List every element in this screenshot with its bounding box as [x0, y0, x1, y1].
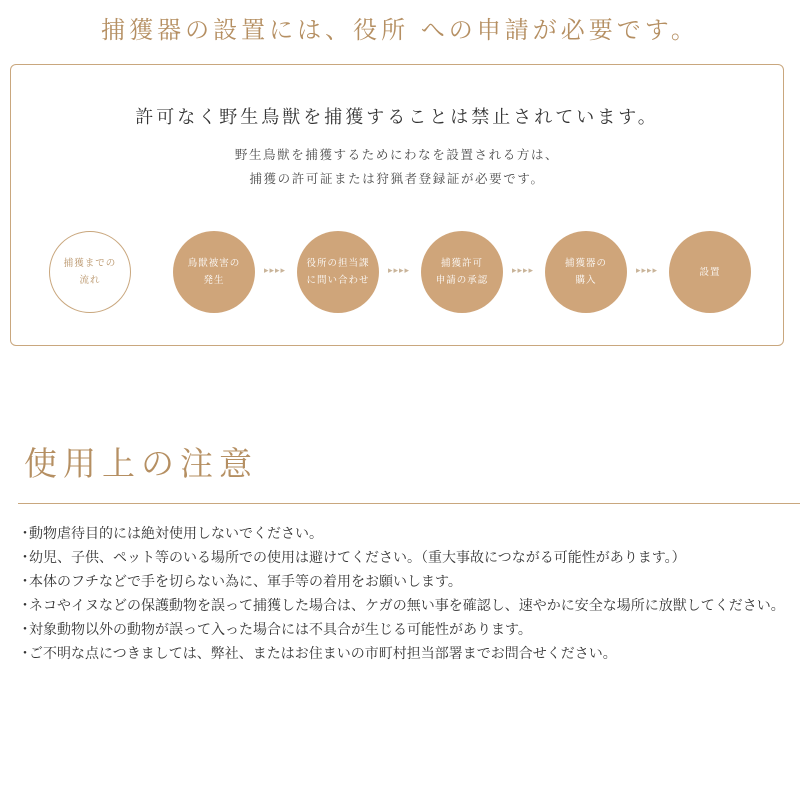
bullet: ・	[18, 574, 32, 590]
flow-step-label: 捕獲器の	[564, 258, 607, 269]
panel-note-line-2: 捕獲の許可証または狩猟者登録証が必要です。	[249, 171, 545, 186]
list-item-text: 本体のフチなどで手を切らない為に、軍手等の着用をお願いします。	[29, 574, 462, 590]
list-item	[18, 522, 794, 546]
usage-notes-list	[18, 522, 794, 666]
flow-arrow: ▸▸▸▸	[387, 266, 411, 276]
flow-step-approval	[421, 231, 503, 313]
list-item-text: 動物虐待目的には絶対使用しないでください。	[29, 526, 323, 542]
list-item-text: 幼児、子供、ペット等のいる場所での使用は避けてください。（重大事故につながる可能性があります。）	[29, 550, 686, 566]
headline: 捕獲器の設置には、役所 への申請が必要です。	[101, 16, 699, 44]
bullet: ・	[18, 646, 32, 662]
flow-step-label: 申請の承認	[435, 275, 489, 286]
bullet: ・	[18, 526, 32, 542]
flow-step-label: 購入	[575, 275, 597, 286]
list-item	[18, 570, 794, 594]
panel-title: 許可なく野生鳥獣を捕獲することは禁止されています。	[135, 107, 659, 128]
flow-step-damage	[173, 231, 255, 313]
list-item	[18, 618, 794, 642]
bullet: ・	[18, 598, 32, 614]
flow-step-label: 流れ	[79, 275, 101, 286]
bullet: ・	[18, 550, 32, 566]
panel-note-line-1: 野生鳥獣を捕獲するためにわなを設置される方は、	[234, 147, 560, 162]
flow-arrow: ▸▸▸▸	[263, 266, 287, 276]
list-item-text: ご不明な点につきましては、弊社、またはお住まいの市町村担当部署までお問合せください。	[29, 646, 617, 662]
permit-info-panel	[10, 64, 784, 346]
capture-flow	[11, 231, 783, 315]
flow-step-label: 捕獲許可	[440, 258, 483, 269]
flow-step-label: 発生	[203, 275, 225, 286]
bullet: ・	[18, 622, 32, 638]
flow-step-intro	[49, 231, 131, 313]
flow-step-install	[669, 231, 751, 313]
list-item	[18, 594, 794, 618]
flow-arrow: ▸▸▸▸	[635, 266, 659, 276]
section-divider	[18, 503, 800, 504]
flow-arrow: ▸▸▸▸	[511, 266, 535, 276]
flow-step-label: 鳥獣被害の	[187, 258, 241, 269]
flow-step-label: に問い合わせ	[306, 275, 370, 286]
flow-step-label: 役所の担当課	[306, 258, 370, 269]
list-item	[18, 546, 794, 570]
list-item	[18, 642, 794, 666]
flow-step-purchase	[545, 231, 627, 313]
list-item-text: ネコやイヌなどの保護動物を誤って捕獲した場合は、ケガの無い事を確認し、速やかに安全な場所に放獣してください。	[29, 598, 785, 614]
flow-step-inquiry	[297, 231, 379, 313]
flow-step-label: 捕獲までの	[63, 258, 117, 269]
usage-section-title: 使用上の注意	[24, 444, 258, 483]
flow-step-label: 設置	[699, 266, 721, 278]
list-item-text: 対象動物以外の動物が誤って入った場合には不具合が生じる可能性があります。	[29, 622, 532, 638]
